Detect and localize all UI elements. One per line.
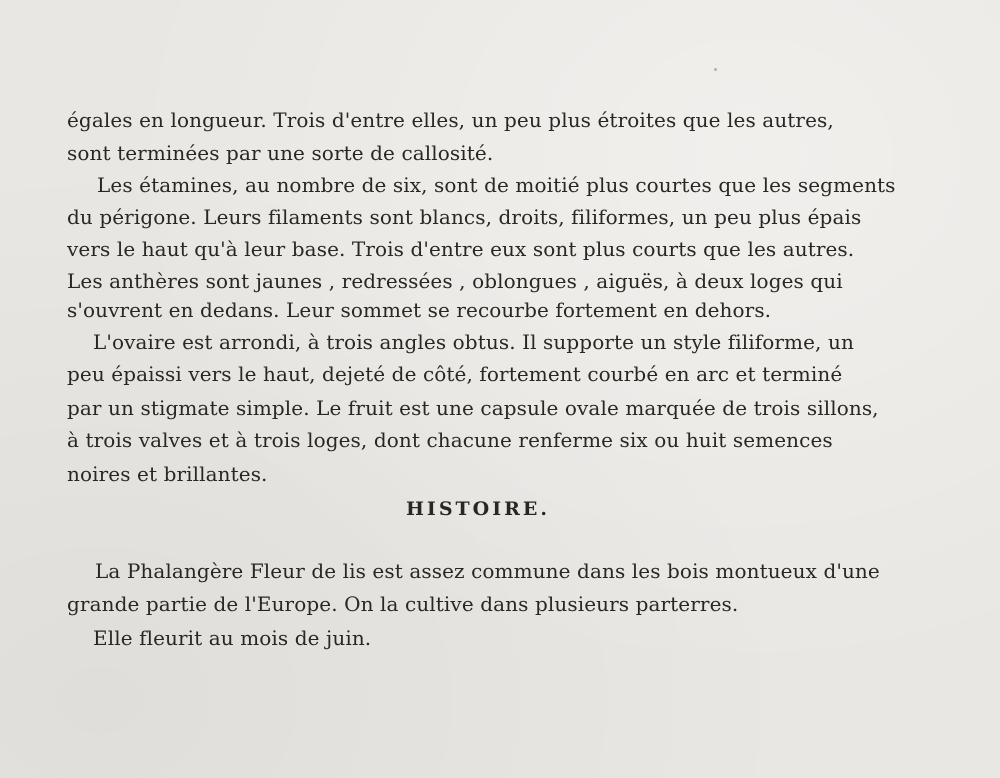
- paragraph-1-line-1: égales en longueur. Trois d'entre elles, un peu plus étroites que les autres,: [67, 108, 834, 132]
- section-heading: HISTOIRE.: [405, 498, 551, 520]
- paragraph-3-line-1: L'ovaire est arrondi, à trois angles obtus. Il supporte un style filiforme, un: [93, 330, 854, 354]
- paragraph-3-line-2: peu épaissi vers le haut, dejeté de côté, fortement courbé en arc et terminé: [67, 362, 843, 386]
- paragraph-2-line-3: vers le haut qu'à leur base. Trois d'entre eux sont plus courts que les autres.: [67, 237, 855, 261]
- paragraph-3-line-3: par un stigmate simple. Le fruit est une capsule ovale marquée de trois sillons,: [67, 396, 879, 420]
- histoire-line-1: La Phalangère Fleur de lis est assez commune dans les bois montueux d'une: [95, 559, 880, 583]
- histoire-line-3: Elle fleurit au mois de juin.: [93, 626, 372, 650]
- paragraph-3-line-4: à trois valves et à trois loges, dont chacune renferme six ou huit semences: [67, 428, 833, 452]
- paragraph-2-line-2: du périgone. Leurs filaments sont blancs, droits, filiformes, un peu plus épais: [67, 205, 862, 229]
- paragraph-2-line-5: s'ouvrent en dedans. Leur sommet se recourbe fortement en dehors.: [67, 298, 772, 322]
- paper-speck: [714, 68, 717, 71]
- paragraph-1-line-2: sont terminées par une sorte de callosité.: [67, 141, 494, 165]
- paragraph-2-line-1: Les étamines, au nombre de six, sont de moitié plus courtes que les segments: [97, 173, 896, 197]
- paragraph-3-line-5: noires et brillantes.: [67, 462, 268, 486]
- paragraph-2-line-4: Les anthères sont jaunes , redressées , oblongues , aiguës, à deux loges qui: [67, 269, 843, 293]
- histoire-line-2: grande partie de l'Europe. On la cultive dans plusieurs parterres.: [67, 592, 739, 616]
